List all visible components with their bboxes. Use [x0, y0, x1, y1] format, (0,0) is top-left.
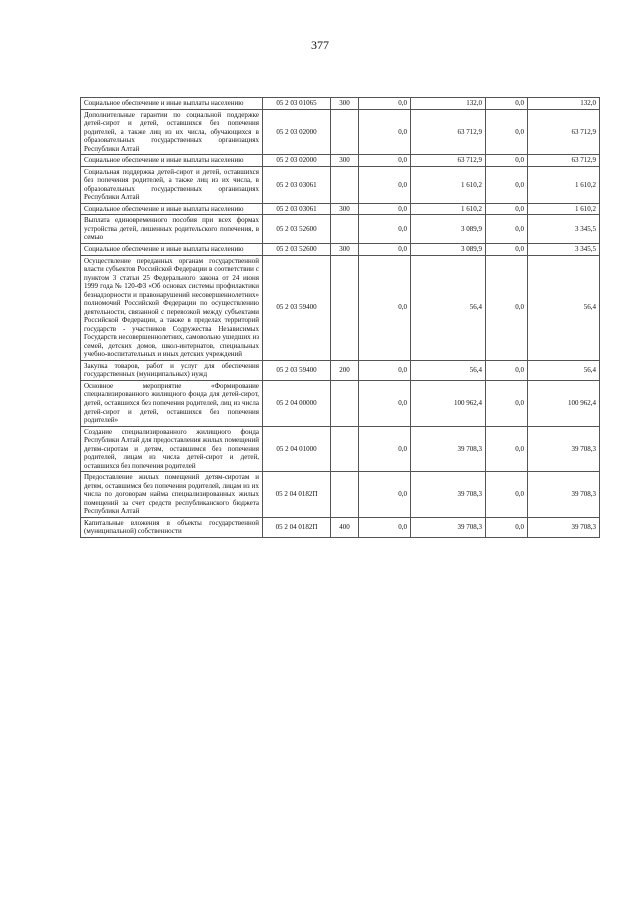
target-article-code: 05 2 04 0182П [263, 517, 331, 537]
amount-col-4: 132,0 [528, 98, 600, 110]
item-name: Капитальные вложения в объекты государственной (муниципальной) собственности [81, 517, 263, 537]
amount-col-1: 0,0 [359, 426, 411, 472]
target-article-code: 05 2 03 03061 [263, 203, 331, 215]
amount-col-3: 0,0 [486, 472, 528, 518]
target-article-code: 05 2 04 01000 [263, 426, 331, 472]
table-row [81, 243, 600, 255]
amount-col-1: 0,0 [359, 155, 411, 167]
target-article-code: 05 2 04 0182П [263, 472, 331, 518]
amount-col-4: 3 345,5 [528, 243, 600, 255]
amount-col-1: 0,0 [359, 472, 411, 518]
amount-col-2: 39 708,3 [411, 472, 486, 518]
amount-col-2: 56,4 [411, 360, 486, 380]
amount-col-2: 1 610,2 [411, 203, 486, 215]
target-article-code: 05 2 03 02000 [263, 109, 331, 155]
expense-type-code: 300 [331, 98, 359, 110]
item-name: Осуществление переданных органам государственной власти субъектов Российской Федерации в соответствии с пунктом 3 статьи 25 Федерального закона от 24 июня 1999 года № 120-ФЗ «Об основах системы профилактики безнадзорности и правонарушений несовершеннолетних» полномочий Российской Федерации по осуществлению деятельности, связанной с перевозкой между субъектами Российской Федерации, а также в пределах территорий государств - участников Содружества Независимых Государств несовершеннолетних, самовольно ушедших из семей, детских домов, школ-интернатов, специальных учебно-воспитательных и иных детских учреждений [81, 255, 263, 360]
target-article-code: 05 2 03 03061 [263, 166, 331, 203]
amount-col-3: 0,0 [486, 517, 528, 537]
item-name: Основное мероприятие «Формирование специализированного жилищного фонда для детей-сирот, детей, оставшихся без попечения родителей, лиц из числа детей-сирот и детей, оставшихся без попечения родителей» [81, 380, 263, 426]
amount-col-3: 0,0 [486, 155, 528, 167]
expense-type-code [331, 472, 359, 518]
amount-col-4: 63 712,9 [528, 109, 600, 155]
amount-col-1: 0,0 [359, 109, 411, 155]
table-row [81, 98, 600, 110]
amount-col-2: 56,4 [411, 255, 486, 360]
table-row [81, 155, 600, 167]
amount-col-4: 39 708,3 [528, 426, 600, 472]
table-row [81, 472, 600, 518]
amount-col-3: 0,0 [486, 166, 528, 203]
item-name: Предоставление жилых помещений детям-сиротам и детям, оставшимся без попечения родителей, лицам из их числа по договорам найма специализированных жилых помещений за счет средств республиканского бюджета Республики Алтай [81, 472, 263, 518]
amount-col-2: 132,0 [411, 98, 486, 110]
amount-col-4: 1 610,2 [528, 203, 600, 215]
amount-col-2: 63 712,9 [411, 109, 486, 155]
expense-type-code: 300 [331, 243, 359, 255]
amount-col-1: 0,0 [359, 215, 411, 244]
amount-col-4: 39 708,3 [528, 472, 600, 518]
amount-col-1: 0,0 [359, 166, 411, 203]
table-row [81, 255, 600, 360]
target-article-code: 05 2 03 52600 [263, 243, 331, 255]
table-row [81, 517, 600, 537]
expense-type-code [331, 166, 359, 203]
item-name: Социальное обеспечение и иные выплаты населению [81, 98, 263, 110]
amount-col-4: 39 708,3 [528, 517, 600, 537]
amount-col-3: 0,0 [486, 426, 528, 472]
expense-type-code [331, 109, 359, 155]
amount-col-1: 0,0 [359, 243, 411, 255]
amount-col-4: 56,4 [528, 360, 600, 380]
budget-table [80, 97, 600, 538]
item-name: Социальное обеспечение и иные выплаты населению [81, 243, 263, 255]
page-number: 377 [311, 38, 329, 52]
table-row [81, 426, 600, 472]
item-name: Дополнительные гарантии по социальной поддержке детей-сирот и детей, оставшихся без попечения родителей, а также лиц из их числа, обучающихся в образовательных государственных организациях Республики Алтай [81, 109, 263, 155]
item-name: Социальное обеспечение и иные выплаты населению [81, 155, 263, 167]
amount-col-1: 0,0 [359, 517, 411, 537]
table-row [81, 109, 600, 155]
amount-col-2: 3 089,9 [411, 215, 486, 244]
target-article-code: 05 2 03 02000 [263, 155, 331, 167]
amount-col-4: 3 345,5 [528, 215, 600, 244]
amount-col-2: 3 089,9 [411, 243, 486, 255]
amount-col-2: 39 708,3 [411, 517, 486, 537]
amount-col-1: 0,0 [359, 98, 411, 110]
amount-col-3: 0,0 [486, 255, 528, 360]
amount-col-1: 0,0 [359, 380, 411, 426]
item-name: Социальная поддержка детей-сирот и детей, оставшихся без попечения родителей, а также лиц из их числа, в образовательных государственных организациях Республики Алтай [81, 166, 263, 203]
item-name: Создание специализированного жилищного фонда Республики Алтай для предоставления жилых помещений детям-сиротам и детям, оставшимся без попечения родителей, лицам из числа детей-сирот и детей, оставшихся без попечения родителей [81, 426, 263, 472]
item-name: Закупка товаров, работ и услуг для обеспечения государственных (муниципальных) нужд [81, 360, 263, 380]
table-row [81, 360, 600, 380]
amount-col-2: 1 610,2 [411, 166, 486, 203]
item-name: Социальное обеспечение и иные выплаты населению [81, 203, 263, 215]
expense-type-code: 200 [331, 360, 359, 380]
amount-col-3: 0,0 [486, 203, 528, 215]
target-article-code: 05 2 03 59400 [263, 255, 331, 360]
target-article-code: 05 2 03 52600 [263, 215, 331, 244]
amount-col-3: 0,0 [486, 109, 528, 155]
amount-col-1: 0,0 [359, 203, 411, 215]
expense-type-code [331, 215, 359, 244]
target-article-code: 05 2 04 00000 [263, 380, 331, 426]
amount-col-1: 0,0 [359, 360, 411, 380]
expense-type-code [331, 380, 359, 426]
expense-type-code [331, 255, 359, 360]
item-name: Выплата единовременного пособия при всех формах устройства детей, лишенных родительского попечения, в семью [81, 215, 263, 244]
table-row [81, 215, 600, 244]
expense-type-code: 400 [331, 517, 359, 537]
amount-col-3: 0,0 [486, 98, 528, 110]
amount-col-3: 0,0 [486, 380, 528, 426]
amount-col-4: 1 610,2 [528, 166, 600, 203]
amount-col-4: 100 962,4 [528, 380, 600, 426]
amount-col-1: 0,0 [359, 255, 411, 360]
amount-col-4: 63 712,9 [528, 155, 600, 167]
expense-type-code: 300 [331, 155, 359, 167]
table-row [81, 380, 600, 426]
amount-col-2: 63 712,9 [411, 155, 486, 167]
amount-col-2: 100 962,4 [411, 380, 486, 426]
amount-col-3: 0,0 [486, 215, 528, 244]
amount-col-4: 56,4 [528, 255, 600, 360]
expense-type-code [331, 426, 359, 472]
table-row [81, 203, 600, 215]
target-article-code: 05 2 03 01065 [263, 98, 331, 110]
amount-col-2: 39 708,3 [411, 426, 486, 472]
amount-col-3: 0,0 [486, 243, 528, 255]
expense-type-code: 300 [331, 203, 359, 215]
target-article-code: 05 2 03 59400 [263, 360, 331, 380]
amount-col-3: 0,0 [486, 360, 528, 380]
table-row [81, 166, 600, 203]
